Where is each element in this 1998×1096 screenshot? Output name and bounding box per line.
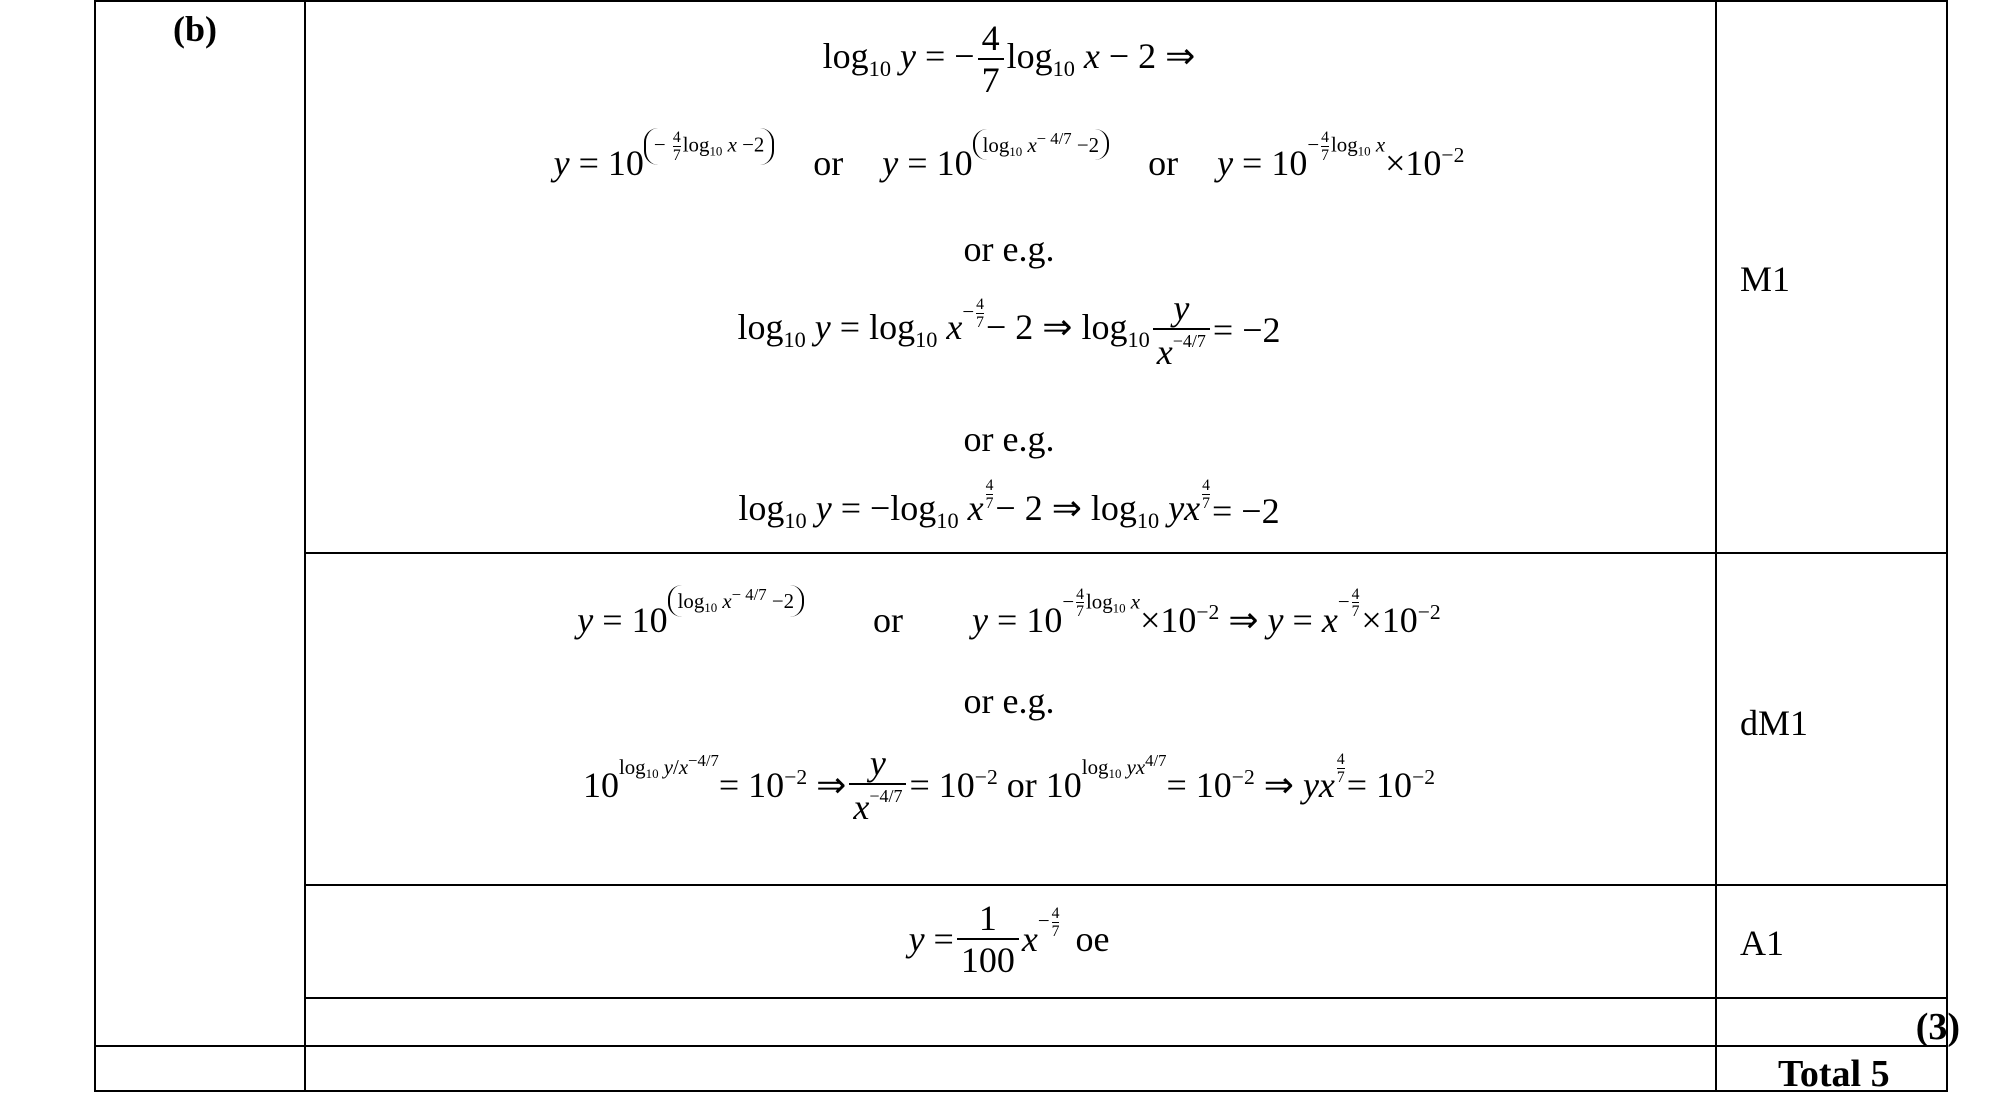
row-divider-total — [94, 1045, 1948, 1047]
equation-rearrange: $\log_{10} y$ = − $\frac{4}{7}$ $\log_{10} x - 2$ ⇒ — [822, 18, 1196, 100]
mark-a1: A1 — [1740, 923, 1784, 963]
equation-log-quotient: $\log_{10} y = \log_{10} x-$ $\frac{4}{7}$ − 2 ⇒ $\log_{10}$ $\frac{y}{x-4/7}$ = −2 — [737, 288, 1281, 373]
mark-m1: M1 — [1740, 259, 1791, 299]
total-marks: Total 5 — [1778, 1053, 1890, 1095]
subtotal-marks: (3) — [1915, 1006, 1960, 1048]
part-label: (b) — [173, 9, 217, 49]
equation-power-simplify: y = 10 $\log_{10} x^{- 4/7} -2$ or y = 10− $\frac{4}{7}$ $\log_{10} x\times 10^{-2}$ ⇒ y = x− $\frac{4}{7}$ $\times 10^{-2}$ — [577, 585, 1441, 640]
or-text: or — [873, 599, 904, 640]
table-border-right — [1946, 0, 1948, 1092]
equation-exponential-forms: y = 10 − $\frac{4}{7}$ $\log_{10} x -2$ or y = 10 $\log_{10} x^{- 4/7} -2$ or y = 10− $\frac{4}{7}$ $\log_{10} x\times 10^{-2}$ — [553, 128, 1465, 184]
oe-text: oe — [1075, 919, 1110, 959]
or-eg-text: or e.g. — [963, 681, 1055, 721]
or-text: or — [1006, 765, 1037, 806]
or-eg-text: or e.g. — [963, 419, 1055, 459]
equation-final-answer: y = $\frac{1}{100}$ x− $\frac{4}{7}$ oe — [908, 898, 1110, 980]
row-divider-2 — [304, 884, 1948, 886]
row-divider-3 — [304, 997, 1948, 999]
row-divider-1 — [304, 552, 1948, 554]
table-border-top — [94, 0, 1948, 2]
or-text: or — [813, 143, 844, 184]
or-eg-text: or e.g. — [963, 229, 1055, 269]
table-divider-col2 — [1715, 0, 1717, 1092]
mark-dm1: dM1 — [1740, 703, 1809, 743]
equation-power-alternative: $10\log_{10}$ $y/x^{-4/7}= 10^{-2}$ ⇒ $\frac{y}{x-4/7}$ = $10^{-2}$ or $10\log_{10}$ $yx^{4/7}= 10^{-2}$ ⇒ yx $\frac{4}{7}$ = $10^{-2}$ — [582, 743, 1436, 828]
equation-log-product: $\log_{10} y = -\log_{10}$ x $\frac{4}{7}$ − 2 ⇒ $\log_{10}$ yx $\frac{4}{7}$ = −2 — [738, 477, 1280, 533]
table-border-left — [94, 0, 96, 1092]
or-text: or — [1148, 143, 1179, 184]
